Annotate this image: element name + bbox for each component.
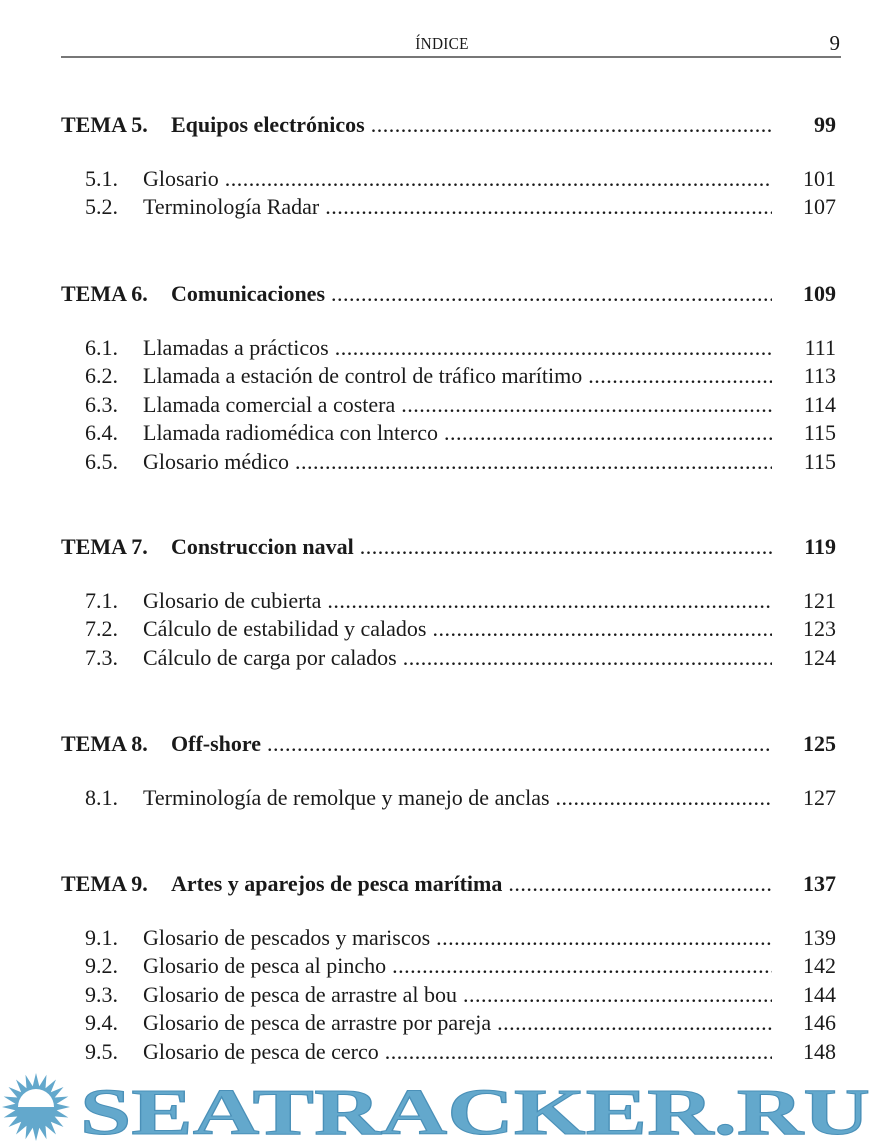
toc-section-row[interactable]: [0, 279, 884, 309]
section-page: 109: [803, 281, 836, 306]
entry-title: Llamada a estación de control de tráfico marítimo .....: [143, 361, 772, 391]
toc-section-row[interactable]: [0, 729, 884, 759]
entry-number: 9.1.: [85, 925, 118, 950]
entry-page: 111: [804, 335, 836, 360]
section-number: TEMA 7.: [61, 534, 148, 559]
section-title: Comunicaciones .....: [171, 279, 772, 309]
entry-page: 115: [803, 448, 836, 474]
entry-title: Terminología Radar .....: [143, 192, 772, 222]
entry-page: 139: [803, 925, 836, 950]
entry-title: Glosario médico .....: [143, 447, 772, 477]
toc-entry-row[interactable]: [0, 783, 884, 813]
running-header-title: ÍNDICE: [415, 34, 469, 53]
toc-section-row[interactable]: [0, 532, 884, 562]
toc-entry-row[interactable]: [0, 614, 884, 644]
toc-entry-row[interactable]: [0, 447, 884, 477]
entry-title: Glosario de pesca de arrastre al bou .....: [143, 980, 772, 1010]
entry-page: 148: [803, 1038, 836, 1064]
entry-page: 107: [803, 194, 836, 220]
section-number: TEMA 8.: [61, 731, 148, 756]
toc-entry-row[interactable]: [0, 643, 884, 673]
section-number: TEMA 6.: [61, 281, 148, 306]
entry-number: 9.5.: [85, 1038, 118, 1064]
entry-title: Llamada radiomédica con lnterco .....: [143, 418, 772, 448]
entry-title: Cálculo de estabilidad y calados .....: [143, 614, 772, 644]
header-rule: [61, 56, 841, 58]
watermark-text: SEATRACKER.RU: [80, 1076, 870, 1142]
entry-page: 124: [803, 644, 836, 670]
entry-page: 113: [803, 363, 836, 389]
section-title: Construccion naval .....: [171, 532, 772, 562]
entry-number: 9.2.: [85, 953, 118, 979]
toc-entry-row[interactable]: [0, 361, 884, 391]
entry-title: Glosario de pesca de cerco .....: [143, 1037, 772, 1067]
entry-number: 6.5.: [85, 448, 118, 474]
entry-page: 115: [803, 420, 836, 446]
section-number: TEMA 9.: [61, 871, 148, 896]
entry-title: Llamada comercial a costera .....: [143, 390, 772, 420]
entry-title: Glosario de cubierta .....: [143, 586, 772, 616]
section-title: Equipos electrónicos .....: [171, 110, 772, 140]
entry-number: 7.2.: [85, 616, 118, 642]
entry-page: 121: [803, 588, 836, 613]
entry-page: 144: [803, 981, 836, 1007]
entry-number: 6.3.: [85, 391, 118, 417]
sun-logo-icon: [2, 1073, 70, 1141]
entry-title: Glosario de pescados y mariscos .....: [143, 923, 772, 953]
entry-title: Glosario de pesca al pincho .....: [143, 951, 772, 981]
page-number: 9: [829, 31, 840, 55]
section-page: 99: [814, 112, 836, 137]
toc-entry-row[interactable]: [0, 390, 884, 420]
entry-title: Glosario .....: [143, 164, 772, 194]
entry-number: 7.3.: [85, 644, 118, 670]
section-title: Artes y aparejos de pesca marítima .....: [171, 869, 772, 899]
entry-page: 114: [803, 391, 836, 417]
section-title: Off-shore .....: [171, 729, 772, 759]
entry-number: 5.1.: [85, 166, 118, 191]
watermark: [0, 1070, 884, 1142]
toc-entry-row[interactable]: [0, 1037, 884, 1067]
entry-page: 101: [803, 166, 836, 191]
entry-number: 6.2.: [85, 363, 118, 389]
toc-entry-row[interactable]: [0, 192, 884, 222]
toc-entry-row[interactable]: [0, 164, 884, 194]
entry-number: 6.1.: [85, 335, 118, 360]
section-number: TEMA 5.: [61, 112, 148, 137]
entry-title: Glosario de pesca de arrastre por pareja .....: [143, 1008, 772, 1038]
entry-title: Cálculo de carga por calados .....: [143, 643, 772, 673]
entry-number: 9.4.: [85, 1010, 118, 1036]
entry-page: 146: [803, 1010, 836, 1036]
toc-section-row[interactable]: [0, 869, 884, 899]
entry-page: 142: [803, 953, 836, 979]
section-page: 119: [804, 534, 836, 559]
entry-page: 123: [803, 616, 836, 642]
entry-title: Llamadas a prácticos .....: [143, 333, 772, 363]
entry-number: 5.2.: [85, 194, 118, 220]
toc-section-row[interactable]: [0, 110, 884, 140]
toc-entry-row[interactable]: [0, 951, 884, 981]
section-page: 137: [803, 871, 836, 896]
toc-entry-row[interactable]: [0, 586, 884, 616]
entry-number: 8.1.: [85, 785, 118, 810]
toc-entry-row[interactable]: [0, 1008, 884, 1038]
toc-entry-row[interactable]: [0, 923, 884, 953]
entry-title: Terminología de remolque y manejo de anclas .....: [143, 783, 772, 813]
toc-entry-row[interactable]: [0, 980, 884, 1010]
entry-number: 7.1.: [85, 588, 118, 613]
entry-number: 6.4.: [85, 420, 118, 446]
section-page: 125: [803, 731, 836, 756]
entry-page: 127: [803, 785, 836, 810]
toc-entry-row[interactable]: [0, 333, 884, 363]
toc-entry-row[interactable]: [0, 418, 884, 448]
entry-number: 9.3.: [85, 981, 118, 1007]
